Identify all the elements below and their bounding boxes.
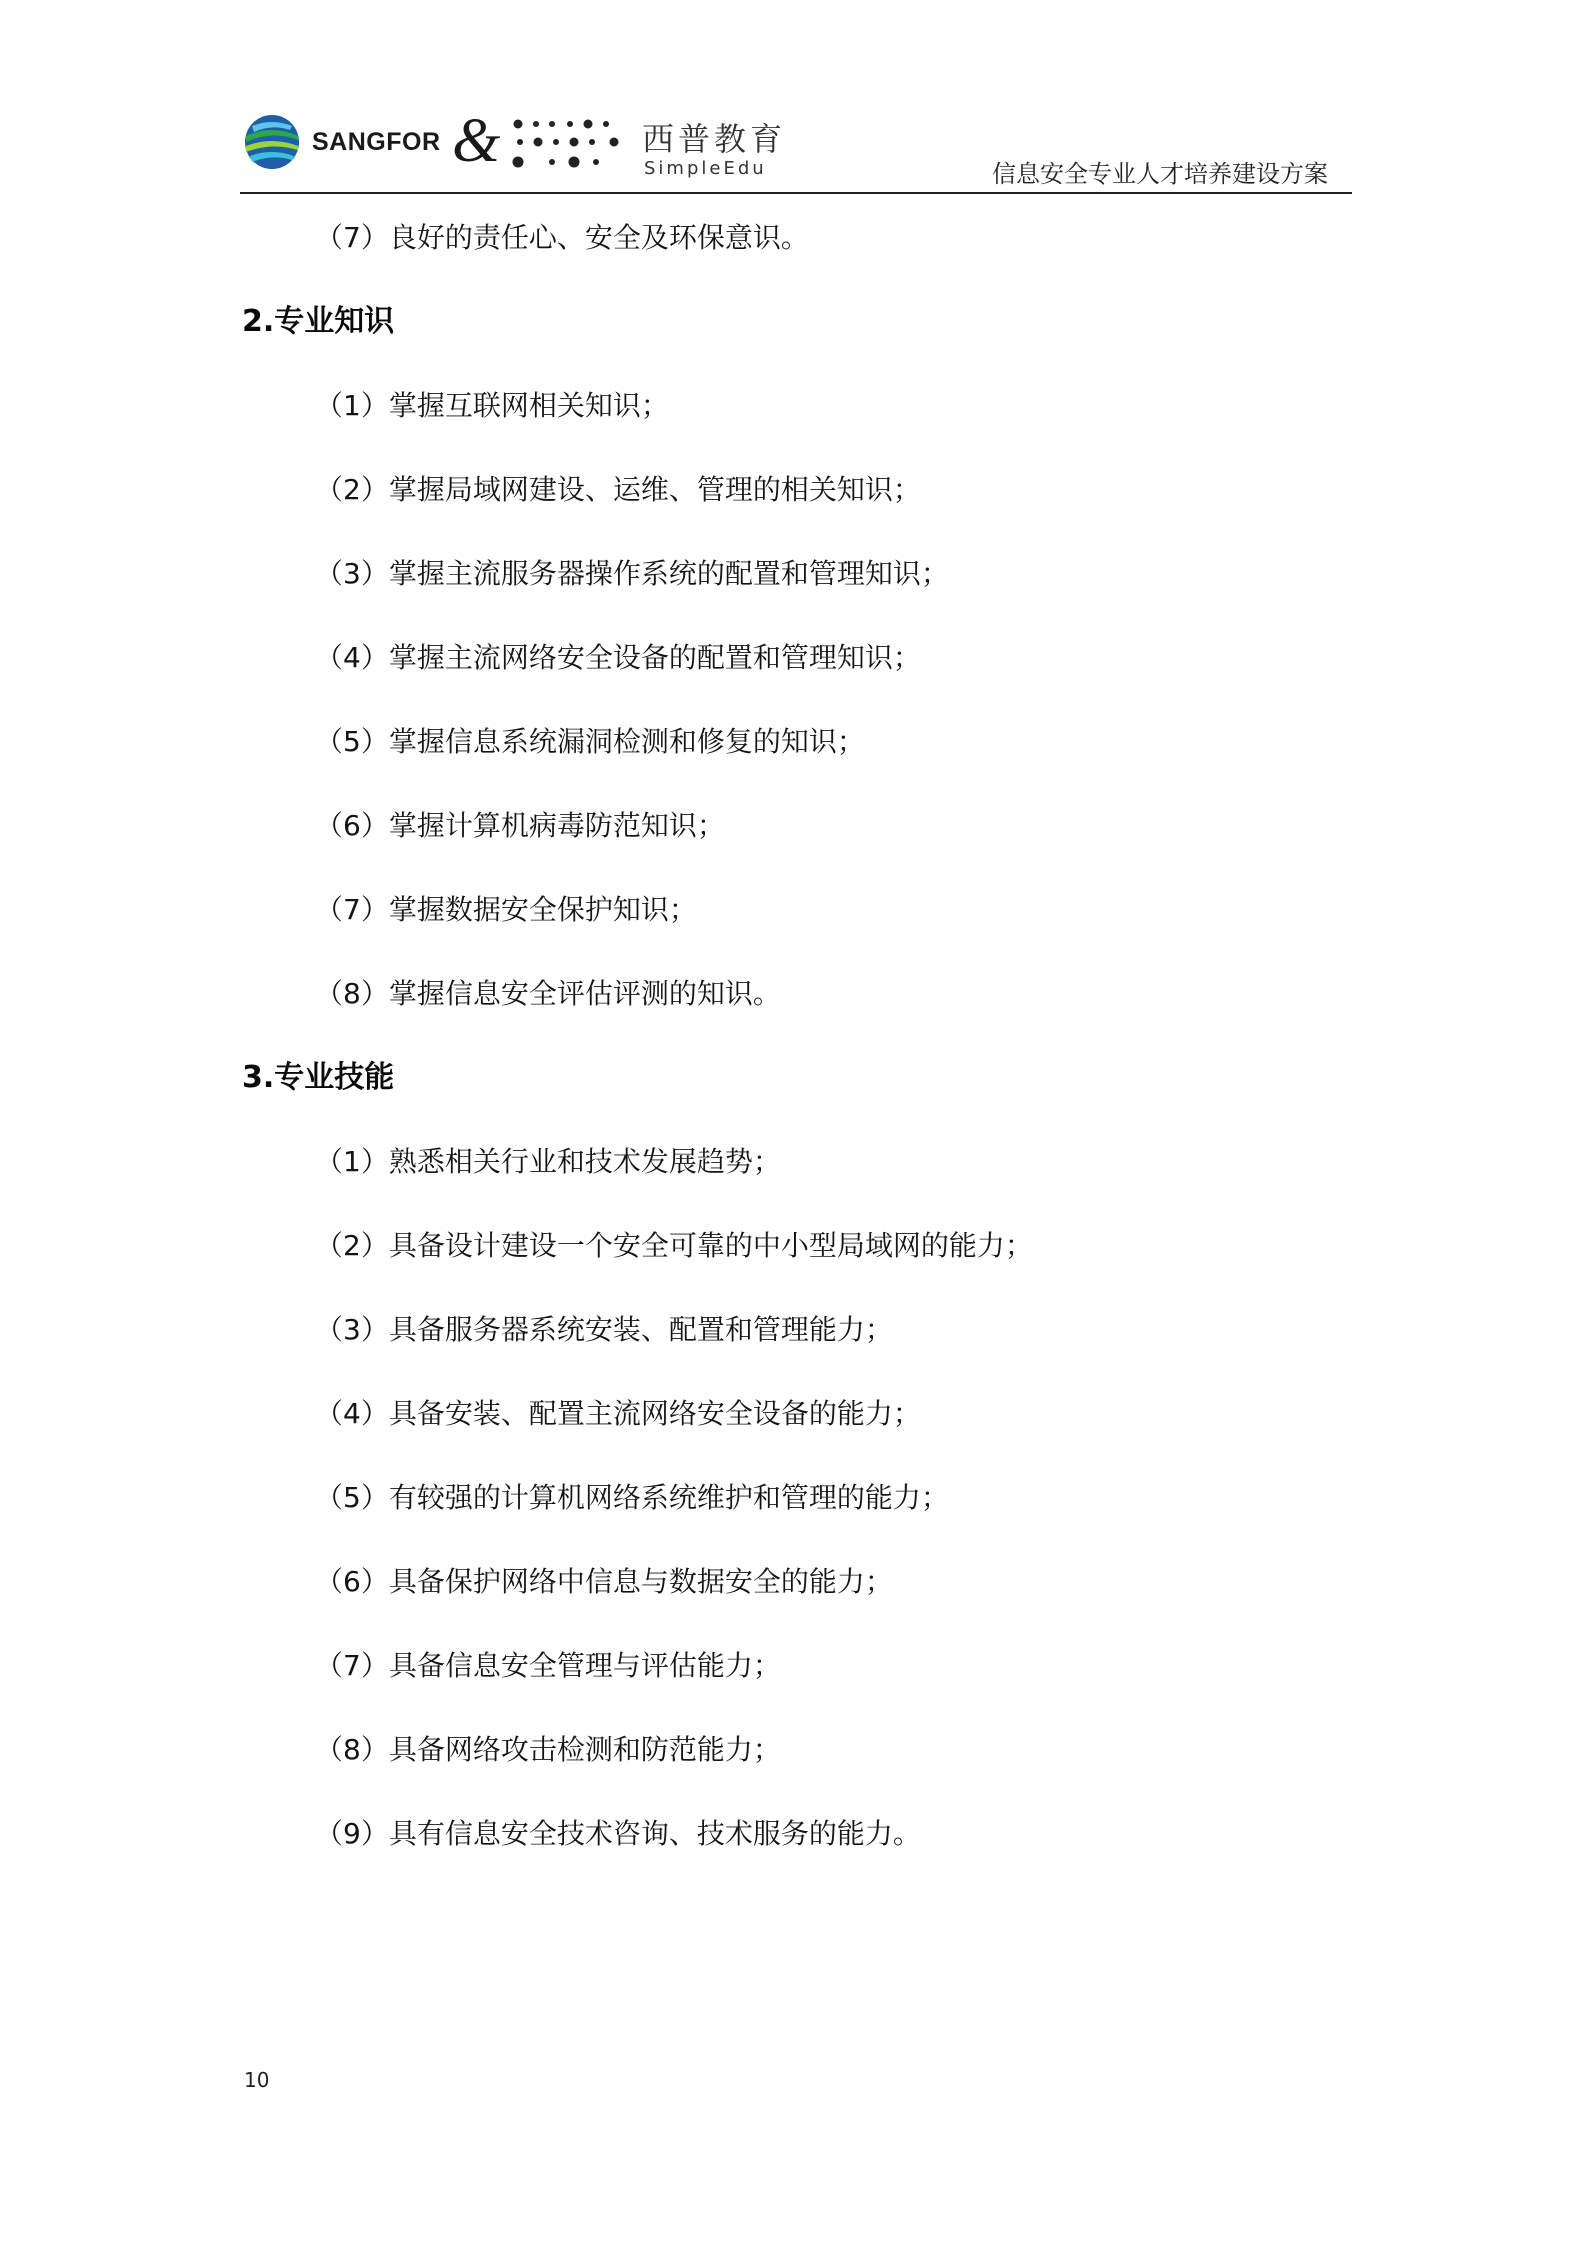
list-item: （4）掌握主流网络安全设备的配置和管理知识； — [315, 641, 921, 674]
document-title: 信息安全专业人才培养建设方案 — [992, 160, 1328, 188]
section-heading-skills: 3.专业技能 — [242, 1060, 395, 1095]
list-item: （3）具备服务器系统安装、配置和管理能力； — [315, 1313, 893, 1346]
list-item: （5）掌握信息系统漏洞检测和修复的知识； — [315, 725, 865, 758]
section-heading-knowledge: 2.专业知识 — [242, 304, 395, 339]
page-header — [240, 108, 1352, 194]
list-item: （8）具备网络攻击检测和防范能力； — [315, 1733, 781, 1766]
sangfor-globe-logo-icon — [244, 114, 300, 170]
list-item: （3）掌握主流服务器操作系统的配置和管理知识； — [315, 557, 949, 590]
list-item: （1）掌握互联网相关知识； — [315, 389, 669, 422]
list-item: （6）掌握计算机病毒防范知识； — [315, 809, 725, 842]
list-item: （2）具备设计建设一个安全可靠的中小型局域网的能力； — [315, 1229, 1033, 1262]
list-item: （2）掌握局域网建设、运维、管理的相关知识； — [315, 473, 921, 506]
page-number: 10 — [244, 2068, 270, 2092]
sangfor-logo-text: SANGFOR — [312, 128, 441, 156]
list-item: （1）熟悉相关行业和技术发展趋势； — [315, 1145, 781, 1178]
list-item: （7）掌握数据安全保护知识； — [315, 893, 697, 926]
logo-ampersand: & — [452, 107, 501, 175]
list-item: （7）良好的责任心、安全及环保意识。 — [315, 221, 809, 254]
simpleedu-logo-chinese: 西普教育 — [642, 120, 787, 158]
header-divider — [240, 192, 1352, 194]
list-item: （8）掌握信息安全评估评测的知识。 — [315, 977, 781, 1010]
list-item: （4）具备安装、配置主流网络安全设备的能力； — [315, 1397, 921, 1430]
list-item: （5）有较强的计算机网络系统维护和管理的能力； — [315, 1481, 949, 1514]
simpleedu-dots-logo-icon — [512, 116, 624, 172]
list-item: （9）具有信息安全技术咨询、技术服务的能力。 — [315, 1817, 921, 1850]
list-item: （7）具备信息安全管理与评估能力； — [315, 1649, 781, 1682]
list-item: （6）具备保护网络中信息与数据安全的能力； — [315, 1565, 893, 1598]
simpleedu-logo-english: SimpleEdu — [644, 158, 767, 179]
